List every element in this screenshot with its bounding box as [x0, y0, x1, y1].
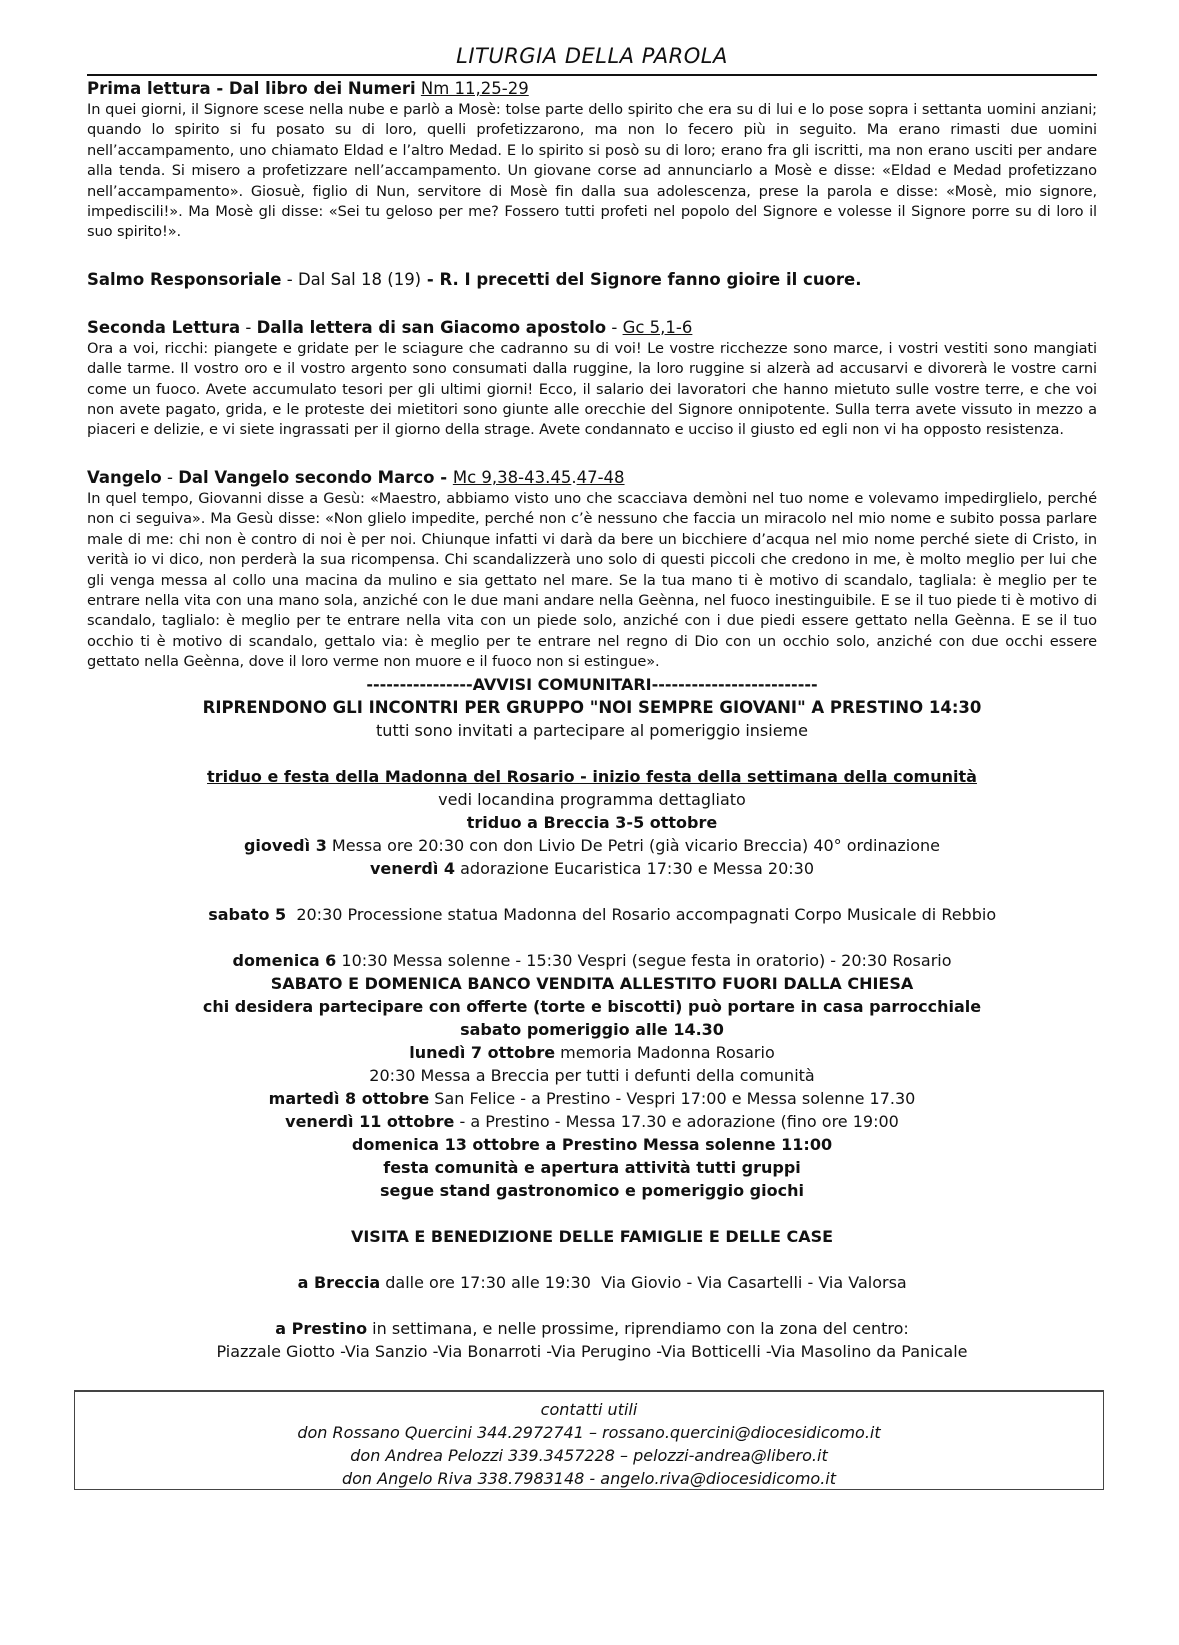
- schedule-text: San Felice - a Prestino - Vespri 17:00 e Messa solenne 17.30: [429, 1088, 916, 1108]
- visits-breccia-label: a Breccia: [297, 1272, 381, 1292]
- schedule-day: domenica 6: [232, 950, 337, 970]
- visits-prestino-text: in settimana, e nelle prossime, riprendiamo con la zona del centro:: [367, 1318, 909, 1338]
- bulletin-page: [87, 38, 1097, 1363]
- final-line: festa comunità e apertura attività tutti gruppi: [383, 1157, 801, 1177]
- schedule-item: [87, 880, 1097, 949]
- schedule-text: 20:30 Processione statua Madonna del Rosario accompagnati Corpo Musicale di Rebbio: [286, 904, 997, 924]
- final-line: domenica 13 ottobre a Prestino Messa solenne 11:00: [351, 1134, 833, 1154]
- gospel-separator: -: [161, 467, 179, 487]
- gospel-source: Dal Vangelo secondo Marco -: [178, 467, 453, 487]
- gospel-reference-sep: .: [571, 467, 577, 487]
- schedule-item: [87, 1110, 1097, 1133]
- page-title: LITURGIA DELLA PAROLA: [87, 38, 1097, 76]
- festa-note: vedi locandina programma dettagliato: [438, 789, 746, 809]
- visits-streets: Piazzale Giotto -Via Sanzio -Via Bonarroti -Via Perugino -Via Botticelli -Via Masolino da Panicale: [216, 1341, 968, 1361]
- gospel-heading: [87, 467, 1097, 489]
- first-reading-heading: [87, 78, 1097, 100]
- festa-title: triduo e festa della Madonna del Rosario - inizio festa della settimana della comunità: [207, 766, 977, 786]
- schedule-text: - a Prestino - Messa 17.30 e adorazione (fino ore 19:00: [454, 1111, 899, 1131]
- psalm-label: Salmo Responsoriale: [87, 269, 282, 289]
- second-reading-reference: Gc 5,1-6: [622, 317, 693, 337]
- banco-line-1: chi desidera partecipare con offerte (torte e biscotti) può portare in casa parrocchiale: [202, 996, 982, 1016]
- schedule-text: 20:30 Messa a Breccia per tutti i defunti della comunità: [369, 1065, 815, 1085]
- schedule-day: sabato 5: [208, 904, 287, 924]
- schedule-text: Messa ore 20:30 con don Livio De Petri (già vicario Breccia) 40° ordinazione: [326, 835, 941, 855]
- schedule-day: giovedì 3: [243, 835, 327, 855]
- schedule-item: [87, 949, 1097, 972]
- gospel-text: In quel tempo, Giovanni disse a Gesù: «Maestro, abbiamo visto uno che scacciava demòni nel tuo nome e volevamo impedirglielo, perché non ci seguiva». Ma Gesù disse: «Non glielo impedite, perché non c’è nessuno che faccia un miracolo nel mio nome e subito possa parlare male di me: chi non è contro di noi è per noi. Chiunque infatti vi darà da bere un bicchiere d’acqua nel mio nome perché siete di Cristo, in verità io vi dico, non perderà la sua ricompensa. Chi scandalizzerà uno solo di questi piccoli che credono in me, è molto meglio per lui che gli venga messa al collo una macina da mulino e sia gettato nel mare. Se la tua mano ti è motivo di scandalo, tagliala: è meglio per te entrare nella vita con una mano sola, anziché con le due mani andare nella Geènna, nel fuoco inestinguibile. E se il tuo piede ti è motivo di scandalo, taglialo: è meglio per te entrare nella vita con un piede solo, anziché con i due piedi essere gettato nella Geènna. E se il tuo occhio ti è motivo di scandalo, gettalo via: è meglio per te entrare nel regno di Dio con un occhio solo, anziché con due occhi essere gettato nella Geènna, dove il loro verme non muore e il fuoco non si estingue».: [87, 489, 1097, 671]
- group-meeting-subtitle: tutti sono invitati a partecipare al pomeriggio insieme: [376, 720, 808, 740]
- contacts-title: contatti utili: [540, 1400, 638, 1419]
- first-reading-reference: Nm 11,25-29: [420, 79, 529, 98]
- second-reading-text: Ora a voi, ricchi: piangete e gridate per le sciagure che cadranno su di voi! Le vostre ricchezze sono marce, i vostri vestiti sono mangiati dalle tarme. Il vostro oro e il vostro argento sono consumati dalla ruggine, la loro ruggine si alzerà ad accusarvi e divorerà le vostre carni come un fuoco. Avete accumulato tesori per gli ultimi giorni! Ecco, il salario dei lavoratori che hanno mietuto sulle vostre terre, e che voi non avete pagato, grida, e le proteste dei mietitori sono giunte alle orecchie del Signore onnipotente. Sulla terra avete vissuto in mezzo a piaceri e delizie, e vi siete ingrassati per il giorno della strage. Avete condannato e ucciso il giusto ed egli non vi ha opposto resistenza.: [87, 339, 1097, 439]
- triduo-title: triduo a Breccia 3-5 ottobre: [466, 812, 718, 832]
- visits-title: VISITA E BENEDIZIONE DELLE FAMIGLIE E DELLE CASE: [350, 1226, 834, 1246]
- first-reading-label: Prima lettura - Dal libro dei Numeri: [87, 79, 416, 98]
- contact-line: don Rossano Quercini 344.2972741 – rossano.quercini@diocesidicomo.it: [297, 1423, 881, 1442]
- contact-line: don Andrea Pelozzi 339.3457228 – pelozzi-andrea@libero.it: [350, 1446, 828, 1465]
- banco-title: SABATO E DOMENICA BANCO VENDITA ALLESTITO FUORI DALLA CHIESA: [270, 973, 914, 993]
- contacts-box: [74, 1390, 1104, 1490]
- schedule-day: venerdì 11 ottobre: [285, 1111, 455, 1131]
- contact-line: don Angelo Riva 338.7983148 - angelo.riva@diocesidicomo.it: [341, 1469, 837, 1488]
- schedule-item: [87, 1041, 1097, 1064]
- gospel-reference-b: 47-48: [576, 467, 625, 487]
- psalm-separator: -: [281, 269, 298, 289]
- schedule-item: [87, 857, 1097, 880]
- visits-prestino: [87, 1317, 1097, 1340]
- visits-breccia-text: dalle ore 17:30 alle 19:30 Via Giovio - Via Casartelli - Via Valorsa: [380, 1272, 907, 1292]
- schedule-item: [87, 834, 1097, 857]
- notices-heading: ----------------AVVISI COMUNITARI-------------------------: [366, 674, 818, 694]
- gospel-reference-a: Mc 9,38-43.45: [452, 467, 572, 487]
- second-reading-separator: -: [240, 317, 257, 337]
- second-reading-source: Dalla lettera di san Giacomo apostolo: [256, 317, 607, 337]
- schedule-text: memoria Madonna Rosario: [555, 1042, 775, 1062]
- group-meeting-title: RIPRENDONO GLI INCONTRI PER GRUPPO "NOI SEMPRE GIOVANI" A PRESTINO 14:30: [202, 697, 982, 717]
- schedule-day: martedì 8 ottobre: [268, 1088, 430, 1108]
- schedule-item: [87, 1064, 1097, 1087]
- banco-line-2: sabato pomeriggio alle 14.30: [460, 1019, 724, 1039]
- schedule-day: lunedì 7 ottobre: [409, 1042, 556, 1062]
- first-reading-text: In quei giorni, il Signore scese nella nube e parlò a Mosè: tolse parte dello spirito che era su di lui e lo pose sopra i settanta uomini anziani; quando lo spirito si fu posato su di loro, quelli profetizzarono, ma non lo fecero più in seguito. Ma erano rimasti due uomini nell’accampamento, uno chiamato Eldad e l’altro Medad. E lo spirito si posò su di loro; erano fra gli iscritti, ma non erano usciti per andare alla tenda. Si misero a profetizzare nell’accampamento. Un giovane corse ad annunciarlo a Mosè e disse: «Eldad e Medad profetizzano nell’accampamento». Giosuè, figlio di Nun, servitore di Mosè fin dalla sua adolescenza, prese la parola e disse: «Mosè, mio signore, impediscili!». Ma Mosè gli disse: «Sei tu geloso per me? Fossero tutti profeti nel popolo del Signore e volesse il Signore porre su di loro il suo spirito!».: [87, 101, 1097, 241]
- psalm-heading: [87, 269, 1097, 291]
- visits-breccia: [87, 1248, 1097, 1317]
- schedule-item: [87, 1087, 1097, 1110]
- schedule-text: adorazione Eucaristica 17:30 e Messa 20:30: [455, 858, 815, 878]
- schedule-text: 10:30 Messa solenne - 15:30 Vespri (segue festa in oratorio) - 20:30 Rosario: [336, 950, 952, 970]
- psalm-response: - R. I precetti del Signore fanno gioire il cuore.: [421, 269, 862, 289]
- psalm-source: Dal Sal 18 (19): [297, 269, 422, 289]
- gospel-label: Vangelo: [87, 467, 162, 487]
- second-reading-heading: [87, 317, 1097, 339]
- second-reading-separator-2: -: [606, 317, 623, 337]
- visits-prestino-label: a Prestino: [275, 1318, 368, 1338]
- second-reading-label: Seconda Lettura: [87, 317, 241, 337]
- final-line: segue stand gastronomico e pomeriggio giochi: [380, 1180, 804, 1200]
- schedule-day: venerdì 4: [369, 858, 456, 878]
